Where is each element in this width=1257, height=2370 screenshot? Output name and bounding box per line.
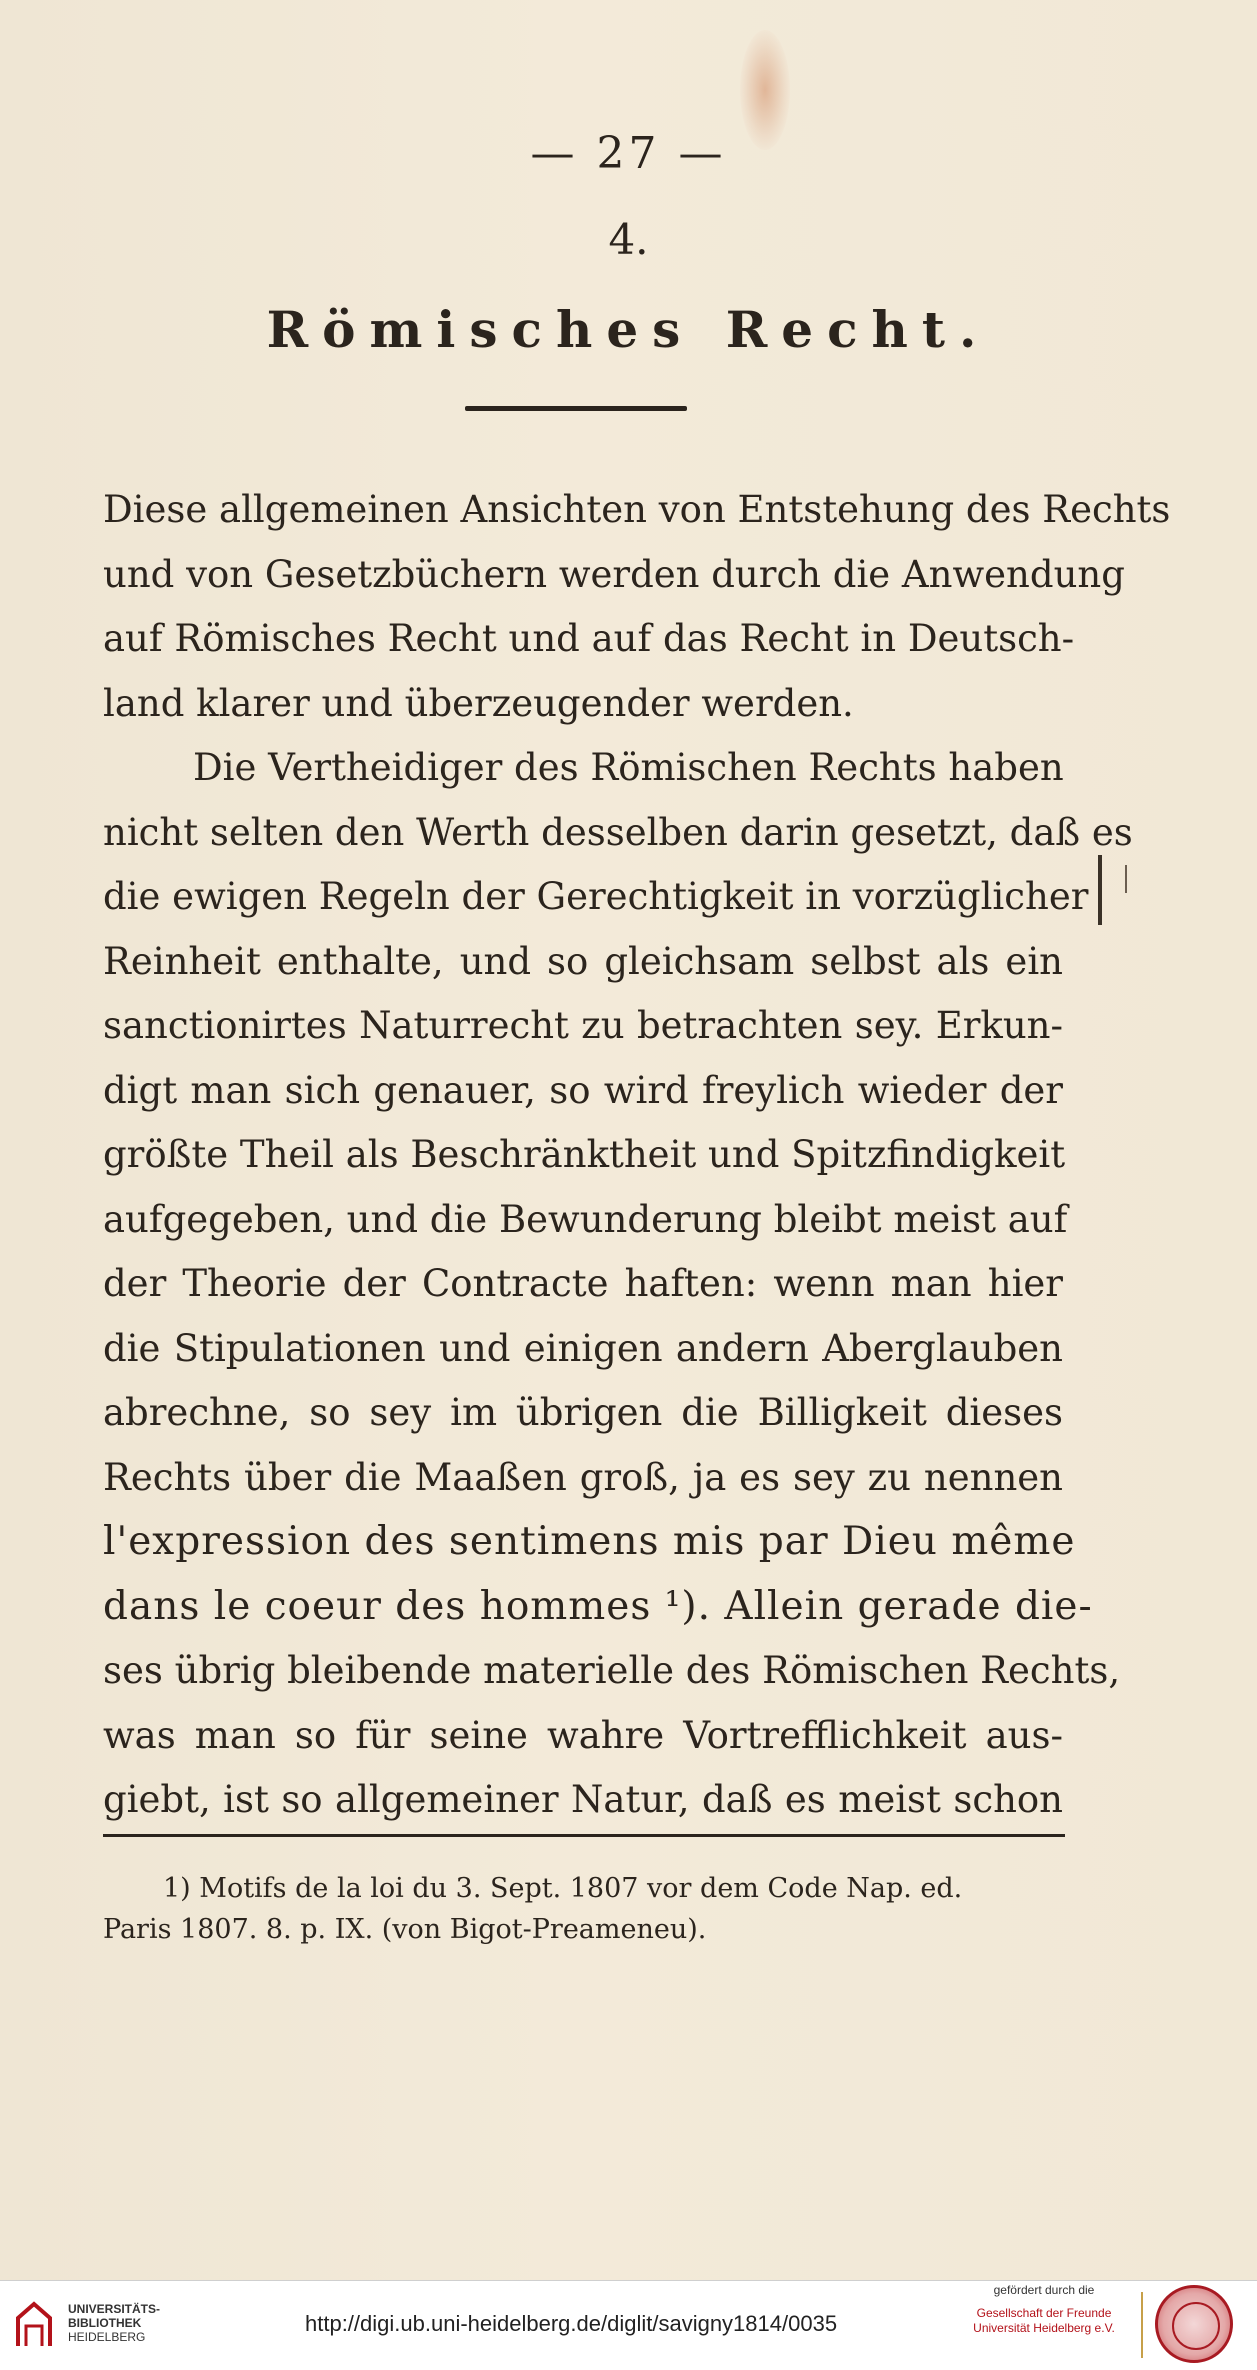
footnote-rule (103, 1834, 1065, 1837)
text-line: die ewigen Regeln der Gerechtigkeit in vorzüglicher (103, 875, 1089, 918)
text-line: abrechne, so sey im übrigen die Billigkeit dieses (103, 1391, 1063, 1434)
margin-mark (1125, 865, 1127, 893)
text-line: digt man sich genauer, so wird freylich wieder der (103, 1068, 1063, 1112)
footnote-line: 1) Motifs de la loi du 3. Sept. 1807 vor dem Code Nap. ed. (163, 1873, 963, 1904)
text-line: die Stipulationen und einigen andern Aberglauben (103, 1326, 1063, 1370)
text-line: der Theorie der Contracte haften: wenn man hier (103, 1262, 1063, 1305)
text-line: größte Theil als Beschränktheit und Spitzfindigkeit (103, 1133, 1066, 1176)
sponsor-credit (954, 2283, 1134, 2336)
text-line-latin: l'expression des sentimens mis par Dieu même (103, 1519, 1076, 1564)
footnote-line: Paris 1807. 8. p. IX. (von Bigot-Preameneu). (103, 1914, 707, 1945)
footer-divider (1141, 2292, 1143, 2358)
library-logo-icon (14, 2300, 54, 2350)
text-line: giebt, ist so allgemeiner Natur, daß es meist schon (103, 1778, 1063, 1821)
university-seal-icon (1155, 2285, 1233, 2363)
text-line: was man so für seine wahre Vortrefflichkeit aus- (103, 1713, 1063, 1757)
seal-inner-ring (1172, 2302, 1220, 2350)
chapter-title: Römisches Recht. (266, 300, 991, 359)
sponsor-org: Gesellschaft der Freunde (976, 2306, 1112, 2320)
text-line: Die Vertheidiger des Römischen Rechts haben (193, 746, 1064, 789)
library-name-line: UNIVERSITÄTS- (68, 2302, 161, 2316)
text-line-latin: dans le coeur des hommes ¹). Allein gerade die- (103, 1583, 1093, 1629)
body-text (103, 478, 1171, 1833)
sponsor-lead: gefördert durch die (993, 2283, 1095, 2297)
text-line: aufgegeben, und die Bewunderung bleibt meist auf (103, 1197, 1068, 1241)
text-line: nicht selten den Werth desselben darin gesetzt, daß es (103, 810, 1133, 854)
text-line: land klarer und überzeugender werden. (103, 681, 854, 725)
text-line: Reinheit enthalte, und so gleichsam selbst als ein (103, 939, 1063, 983)
permalink-url[interactable]: http://digi.ub.uni-heidelberg.de/diglit/savigny1814/0035 (305, 2311, 838, 2336)
footnote (103, 1868, 1063, 1950)
library-name (68, 2302, 160, 2344)
text-line: Diese allgemeinen Ansichten von Entstehung des Rechts (103, 488, 1171, 531)
text-line: sanctionirtes Naturrecht zu betrachten sey. Erkun- (103, 1004, 1063, 1047)
title-rule (465, 406, 687, 411)
section-number: 4. (608, 215, 649, 264)
margin-mark (1098, 855, 1102, 925)
text-line: und von Gesetzbüchern werden durch die Anwendung (103, 552, 1125, 596)
text-line: auf Römisches Recht und auf das Recht in Deutsch- (103, 617, 1075, 660)
text-line: ses übrig bleibende materielle des Römischen Rechts, (103, 1649, 1121, 1692)
library-name-line: HEIDELBERG (68, 2330, 146, 2344)
running-head: — 27 — (530, 128, 727, 179)
library-name-line: BIBLIOTHEK (68, 2316, 142, 2330)
text-line: Rechts über die Maaßen groß, ja es sey zu nennen (103, 1455, 1063, 1499)
sponsor-org: Universität Heidelberg e.V. (973, 2321, 1115, 2335)
